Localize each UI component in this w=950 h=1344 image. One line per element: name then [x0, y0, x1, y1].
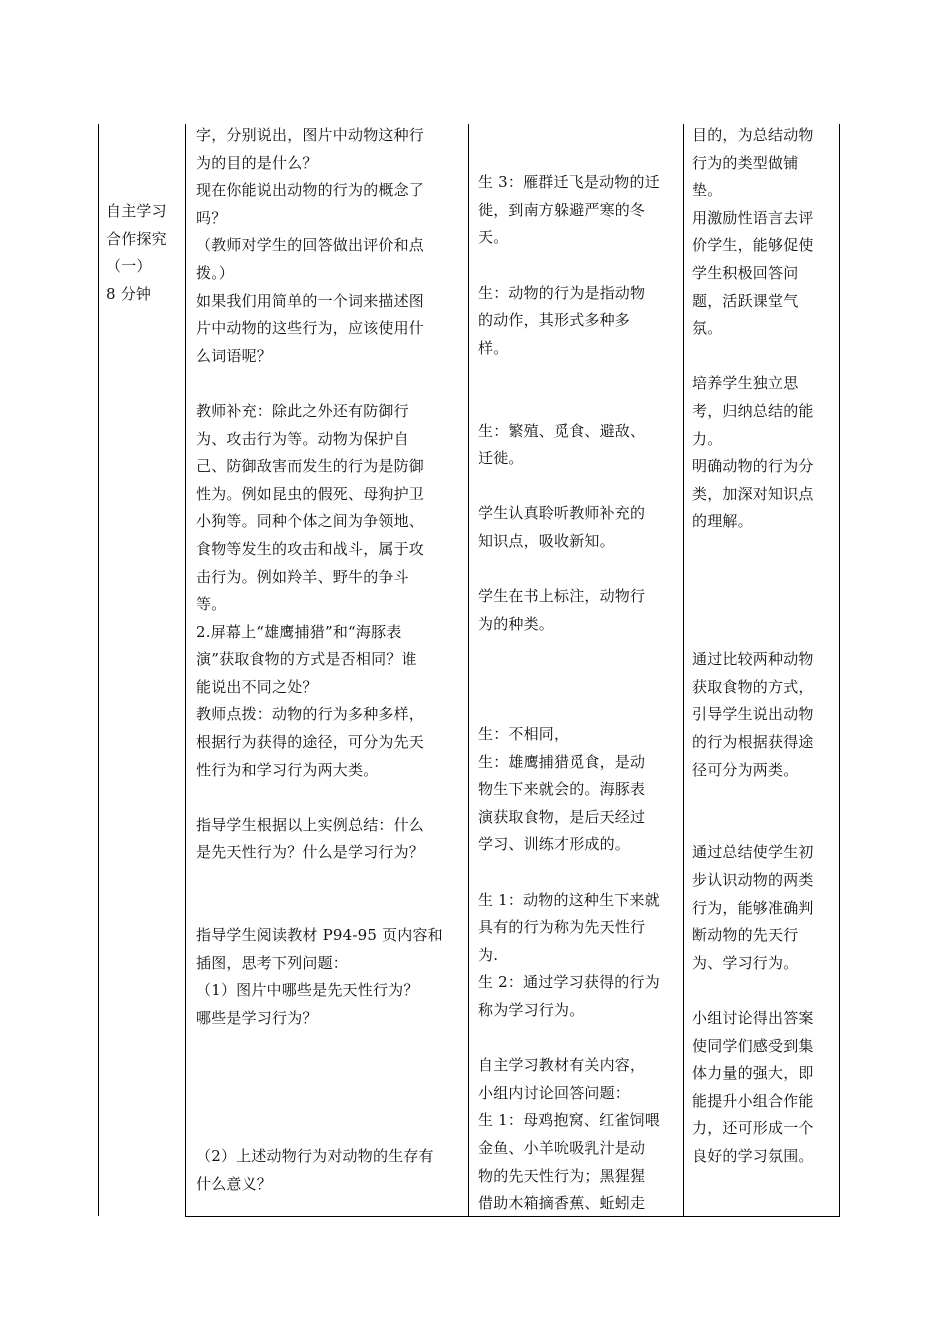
student-text-line: 样。 — [478, 338, 509, 357]
intent-text-line — [692, 619, 836, 647]
teacher-text-line — [196, 370, 464, 398]
intent-text-line: 通过比较两种动物 — [692, 650, 814, 669]
student-text-line: 生：动物的行为是指动物 — [478, 283, 646, 302]
teacher-text-line: 等。 — [196, 595, 227, 614]
intent-text-line: 良好的学习氛围。 — [692, 1146, 814, 1165]
intent-text-line: 题，活跃课堂气 — [692, 291, 799, 310]
teacher-text-line: 如果我们用简单的一个词来描述图 — [196, 291, 425, 310]
teacher-text-line: 么词语呢？ — [196, 346, 273, 365]
student-text-line: 的动作，其形式多种多 — [478, 311, 631, 330]
intent-text-line: 步认识动物的两类 — [692, 871, 814, 890]
intent-text-line: 价学生，能够促使 — [692, 236, 814, 255]
table-border-right — [839, 124, 840, 1217]
teacher-text-line: 拨。） — [196, 263, 235, 282]
intent-text-line — [692, 812, 836, 840]
teacher-text-line: 演”获取食物的方式是否相同？谁 — [196, 650, 417, 669]
student-text-line: 知识点，吸收新知。 — [478, 531, 615, 550]
intent-text-line: 获取食物的方式， — [692, 677, 814, 696]
teacher-text-line: 吗？ — [196, 208, 227, 227]
stage-line: 合作探究 — [106, 229, 167, 248]
intent-text-line: 行为，能够准确判 — [692, 898, 814, 917]
student-text-line: 为. — [478, 945, 499, 964]
teacher-text-line: 食物等发生的攻击和战斗，属于攻 — [196, 539, 425, 558]
student-text-line — [478, 556, 680, 584]
student-text-line: 生 2：通过学习获得的行为 — [478, 973, 660, 992]
student-text-line — [478, 473, 680, 501]
teacher-text-line: 小狗等。同种个体之间为争领地、 — [196, 512, 425, 531]
teacher-activity-cell — [196, 122, 464, 1198]
teacher-text-line: 片中动物的这些行为，应该使用什 — [196, 319, 425, 338]
intent-text-line: 行为的类型做铺 — [692, 153, 799, 172]
student-text-line: 自主学习教材有关内容， — [478, 1056, 646, 1075]
intent-text-line: 用激励性语言去评 — [692, 208, 814, 227]
teacher-text-line: 击行为。例如羚羊、野牛的争斗 — [196, 567, 409, 586]
student-text-line: 迁徙。 — [478, 449, 524, 468]
student-text-line — [478, 114, 680, 142]
teacher-text-line: 是先天性行为？什么是学习行为？ — [196, 843, 425, 862]
student-text-line — [478, 362, 680, 390]
intent-text-line — [692, 343, 836, 371]
student-text-line — [478, 1025, 680, 1053]
teacher-text-line: 指导学生阅读教材 P94-95 页内容和 — [196, 926, 443, 945]
intent-text-line: 的行为根据获得途 — [692, 733, 814, 752]
student-text-line: 物生下来就会的。海豚表 — [478, 780, 646, 799]
intent-text-line: 氛。 — [692, 319, 723, 338]
intent-text-line: 类，加深对知识点 — [692, 484, 814, 503]
teacher-text-line — [196, 1115, 464, 1143]
student-text-line: 学生认真聆听教师补充的 — [478, 504, 646, 523]
student-text-line: 生 1：母鸡抱窝、红雀饲喂 — [478, 1111, 660, 1130]
teacher-text-line — [196, 784, 464, 812]
intent-text-line: 学生积极回答问 — [692, 263, 799, 282]
table-divider-1 — [185, 124, 186, 1217]
student-text-line: 生：不相同， — [478, 725, 570, 744]
teacher-text-line: 什么意义？ — [196, 1174, 273, 1193]
teacher-text-line: 性为。例如昆虫的假死、母狗护卫 — [196, 484, 425, 503]
intent-text-line — [692, 591, 836, 619]
student-text-line: 演获取食物，是后天经过 — [478, 807, 646, 826]
teacher-text-line: 为、攻击行为等。动物为保护自 — [196, 429, 409, 448]
teacher-text-line: 性行为和学习行为两大类。 — [196, 760, 379, 779]
student-text-line: 小组内讨论回答问题： — [478, 1083, 631, 1102]
intent-text-line: 小组讨论得出答案 — [692, 1009, 814, 1027]
intent-text-line: 体力量的强大，即 — [692, 1064, 814, 1083]
teacher-text-line — [196, 1088, 464, 1116]
table-divider-2 — [468, 124, 469, 1217]
teacher-text-line: 教师补充：除此之外还有防御行 — [196, 401, 409, 420]
student-text-line: 生 1：动物的这种生下来就 — [478, 890, 660, 909]
stage-line: 8 分钟 — [106, 284, 152, 303]
intent-text-line: 力。 — [692, 429, 723, 448]
student-text-line: 称为学习行为。 — [478, 1001, 585, 1019]
student-text-line: 徙，到南方躲避严寒的冬 — [478, 200, 646, 219]
student-text-line: 具有的行为称为先天性行 — [478, 918, 646, 937]
student-text-line: 金鱼、小羊吮吸乳汁是动 — [478, 1138, 646, 1157]
student-text-line: 生：繁殖、觅食、避敌、 — [478, 421, 646, 440]
student-text-line: 生 3：雁群迁飞是动物的迁 — [478, 173, 660, 192]
student-text-line — [478, 693, 680, 721]
intent-text-line: 的理解。 — [692, 512, 753, 531]
teacher-text-line: （2）上述动物行为对动物的生存有 — [196, 1146, 434, 1165]
student-text-line — [478, 252, 680, 280]
table-border-left — [98, 124, 99, 1216]
teacher-text-line: 2.屏幕上“雄鹰捕猎”和“海豚表 — [196, 622, 402, 641]
intent-text-line: 目的，为总结动物 — [692, 126, 814, 144]
intent-text-line: 引导学生说出动物 — [692, 705, 814, 724]
teacher-text-line — [196, 1033, 464, 1061]
intent-text-line: 考，归纳总结的能 — [692, 401, 814, 420]
intent-text-line — [692, 536, 836, 564]
intent-text-line: 垫。 — [692, 181, 723, 200]
intent-text-line — [692, 977, 836, 1005]
table-divider-3 — [683, 124, 684, 1217]
student-text-line: 学习、训练才形成的。 — [478, 835, 631, 854]
stage-line: （一） — [106, 257, 152, 276]
intent-text-line: 使同学们感受到集 — [692, 1036, 814, 1055]
intent-text-line: 径可分为两类。 — [692, 760, 799, 779]
student-text-line — [478, 666, 680, 694]
teacher-text-line: 现在你能说出动物的行为的概念了 — [196, 181, 425, 200]
teacher-text-line: 为的目的是什么？ — [196, 153, 318, 172]
intent-text-line: 明确动物的行为分 — [692, 457, 814, 476]
intent-text-line: 力，还可形成一个 — [692, 1119, 814, 1138]
intent-text-line — [692, 564, 836, 592]
student-text-line: 为的种类。 — [478, 614, 555, 633]
teacher-text-line — [196, 867, 464, 895]
teacher-text-line: 能说出不同之处？ — [196, 677, 318, 696]
student-text-line — [478, 638, 680, 666]
intent-text-line: 通过总结使学生初 — [692, 843, 814, 862]
student-text-line: 天。 — [478, 228, 509, 247]
teacher-text-line — [196, 895, 464, 923]
teacher-text-line: 指导学生根据以上实例总结：什么 — [196, 815, 425, 834]
teacher-text-line: 字，分别说出，图片中动物这种行 — [196, 126, 425, 144]
teacher-text-line: （1）图片中哪些是先天性行为？ — [196, 981, 419, 1000]
stage-cell — [106, 198, 181, 308]
intent-text-line: 培养学生独立思 — [692, 374, 799, 393]
teacher-text-line: 插图，思考下列问题： — [196, 953, 349, 972]
student-text-line: 物的先天性行为；黑猩猩 — [478, 1166, 646, 1185]
intent-text-line: 断动物的先天行 — [692, 926, 799, 945]
student-text-line: 借助木箱摘香蕉、蚯蚓走 — [478, 1194, 646, 1213]
teacher-text-line: 根据行为获得的途径，可分为先天 — [196, 733, 425, 752]
teacher-text-line: 教师点拨：动物的行为多种多样， — [196, 705, 425, 724]
student-text-line: 学生在书上标注，动物行 — [478, 587, 646, 606]
student-text-line: 生：雄鹰捕猎觅食，是动 — [478, 752, 646, 771]
intent-text-line: 为、学习行为。 — [692, 953, 799, 972]
student-text-line — [478, 390, 680, 418]
student-text-line — [478, 859, 680, 887]
student-activity-cell — [478, 114, 680, 1218]
student-text-line — [478, 142, 680, 170]
teacher-text-line: 己、防御敌害而发生的行为是防御 — [196, 457, 425, 476]
design-intent-cell — [692, 122, 836, 1171]
teacher-text-line: 哪些是学习行为？ — [196, 1009, 318, 1027]
intent-text-line: 能提升小组合作能 — [692, 1091, 814, 1110]
teacher-text-line: （教师对学生的回答做出评价和点 — [196, 236, 425, 255]
intent-text-line — [692, 784, 836, 812]
teacher-text-line — [196, 1060, 464, 1088]
stage-line: 自主学习 — [106, 202, 167, 220]
